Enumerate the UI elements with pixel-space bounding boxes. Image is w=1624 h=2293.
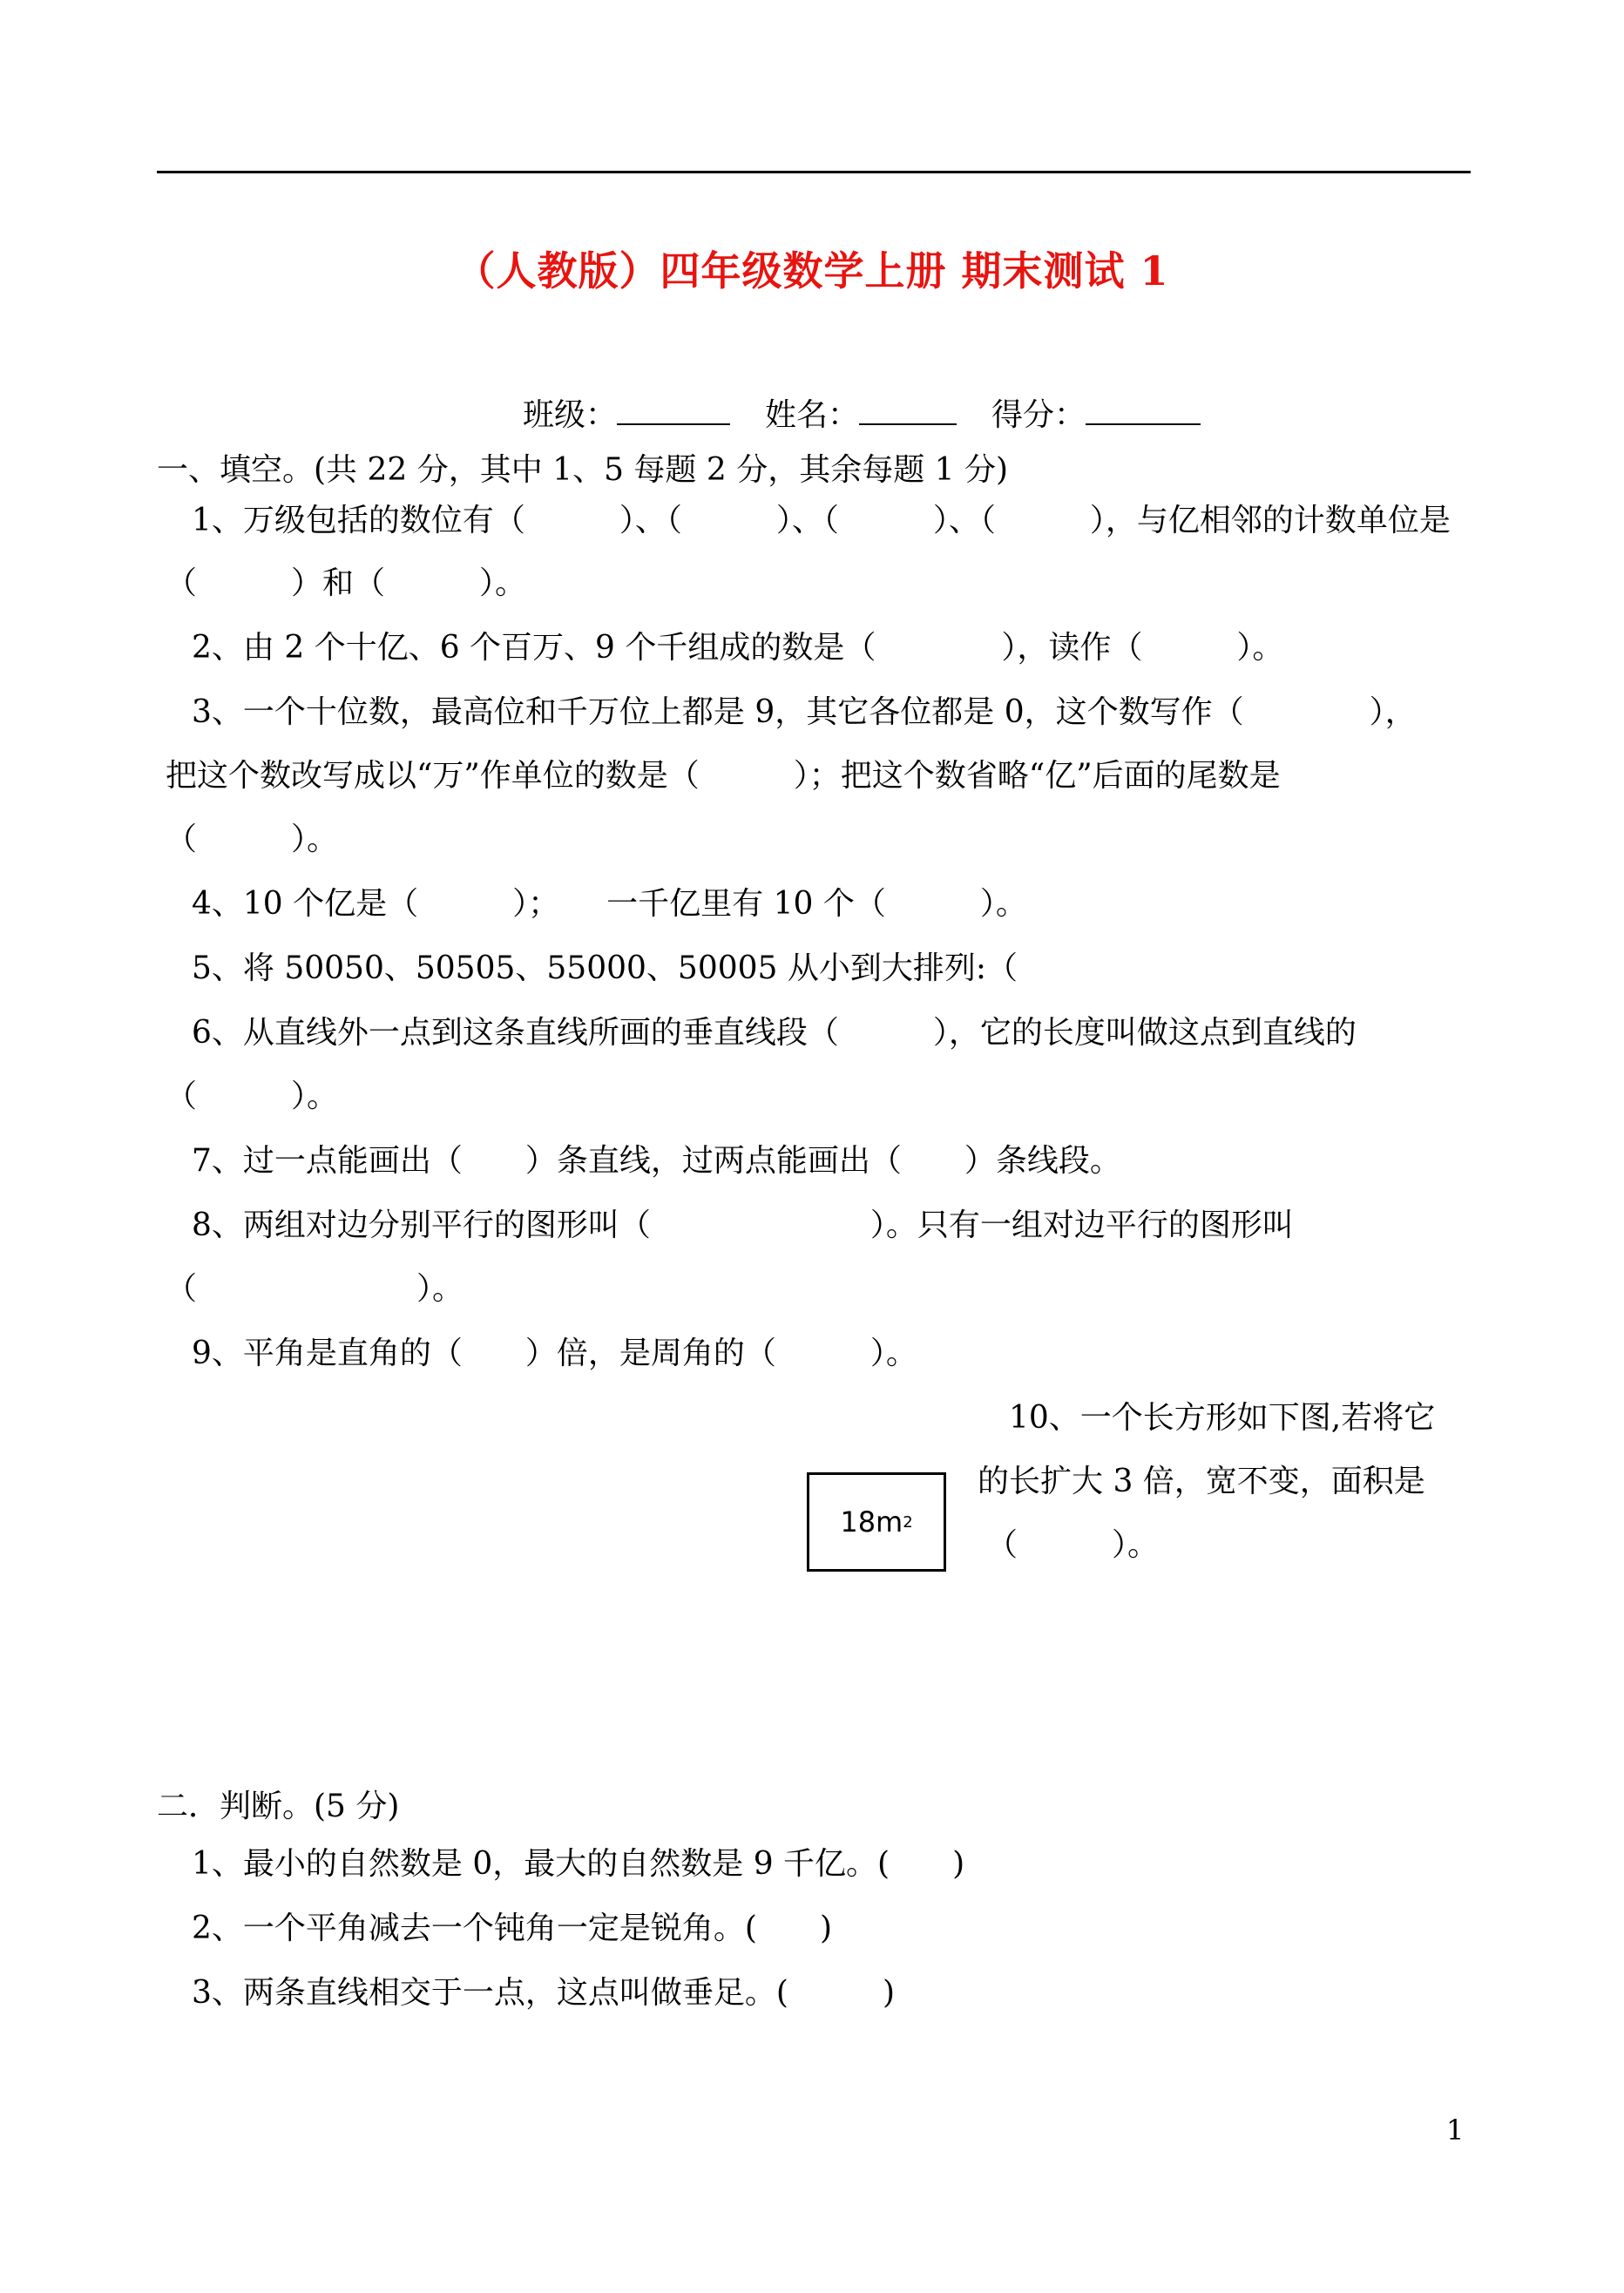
page-number: 1 [1446, 2114, 1465, 2147]
score-blank [1086, 397, 1201, 425]
question-3-continued-2: （ ）。 [166, 822, 339, 857]
rectangle-area-label: 18m [840, 1505, 903, 1539]
question-8-continued: （ ）。 [166, 1271, 464, 1307]
section-1-header: 一、填空。(共 22 分，其中 1、5 每题 2 分，其余每题 1 分) [157, 452, 1009, 488]
class-label: 班级： [523, 397, 618, 433]
name-blank [859, 397, 957, 425]
judge-question-2: 2、一个平角减去一个钝角一定是锐角。( ) [192, 1911, 832, 1946]
student-info [523, 390, 1201, 435]
question-6: 6、从直线外一点到这条直线所画的垂直线段（ ），它的长度叫做这点到直线的 [192, 1015, 1357, 1051]
name-label: 姓名： [765, 397, 860, 433]
question-9: 9、平角是直角的（ ）倍，是周角的（ ）。 [192, 1336, 917, 1371]
question-10-line-1: 10、一个长方形如下图,若将它 [1009, 1400, 1436, 1436]
class-blank [617, 397, 730, 425]
section-2-header: 二．判断。(5 分) [157, 1789, 400, 1824]
question-1-continued: （ ）和（ ）。 [166, 565, 527, 601]
question-6-continued: （ ）。 [166, 1079, 339, 1114]
question-8: 8、两组对边分别平行的图形叫（ ）。只有一组对边平行的图形叫 [192, 1207, 1294, 1243]
question-10-line-2: 的长扩大 3 倍，宽不变，面积是 [978, 1464, 1425, 1499]
question-4: 4、10 个亿是（ ）； 一千亿里有 10 个（ ）。 [192, 886, 1027, 922]
question-10-line-3: （ ）。 [986, 1527, 1160, 1563]
score-label: 得分： [991, 397, 1086, 433]
area-unit-exponent: 2 [903, 1512, 913, 1532]
question-3: 3、一个十位数，最高位和千万位上都是 9，其它各位都是 0，这个数写作（ ）， [192, 694, 1417, 730]
question-7: 7、过一点能画出（ ）条直线，过两点能画出（ ）条线段。 [192, 1143, 1121, 1179]
judge-question-1: 1、最小的自然数是 0，最大的自然数是 9 千亿。( ) [192, 1846, 965, 1882]
question-1: 1、万级包括的数位有（ ）、（ ）、（ ）、（ ），与亿相邻的计数单位是 [192, 503, 1451, 538]
question-5: 5、将 50050、50505、55000、50005 从小到大排列:（ [192, 950, 1018, 986]
page-title: （人教版）四年级数学上册 期末测试 1 [455, 247, 1169, 294]
judge-question-3: 3、两条直线相交于一点，这点叫做垂足。( ) [192, 1975, 895, 2011]
header-rule [157, 171, 1471, 173]
question-3-continued-1: 把这个数改写成以“万”作单位的数是（ ）；把这个数省略“亿”后面的尾数是 [166, 758, 1281, 794]
question-2: 2、由 2 个十亿、6 个百万、9 个千组成的数是（ ），读作（ ）。 [192, 630, 1284, 666]
rectangle-figure [807, 1472, 946, 1572]
